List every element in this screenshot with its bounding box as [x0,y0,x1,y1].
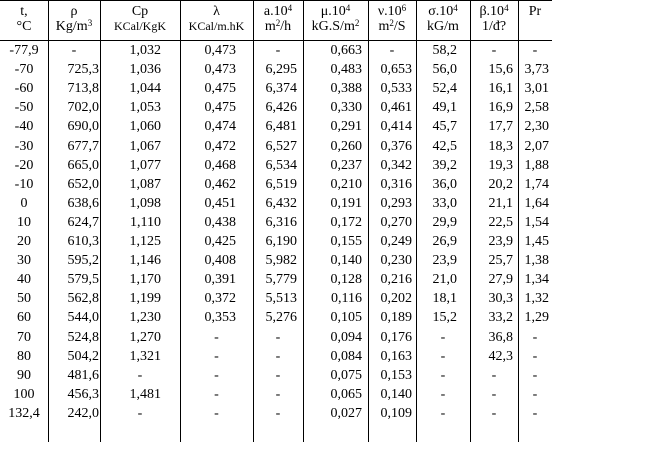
cell-temperature: -77,9 [9,43,39,58]
header-unit: kG.S/m [311,19,355,34]
header-expansion [470,4,518,34]
cell-temperature: 0 [20,195,28,211]
cell-prandtl: 2,07 [524,138,549,154]
cell-density: 456,3 [67,386,99,402]
cell-specific-heat: 1,270 [129,329,161,345]
cell-density: 579,5 [67,272,99,288]
header-temperature [0,4,48,34]
cell-kinematic-viscosity: 0,376 [380,138,412,154]
cell-prandtl: 1,88 [524,157,549,173]
cell-specific-heat: 1,230 [129,310,161,326]
header-unit-exponent: 2 [275,18,281,28]
column-divider [48,0,49,442]
cell-conductivity: 0,372 [204,291,236,307]
cell-density: 702,0 [67,100,99,116]
cell-conductivity: 0,462 [204,176,236,192]
cell-temperature: 60 [17,310,31,326]
cell-expansion: - [491,43,497,58]
cell-kinematic-viscosity: 0,163 [380,348,412,364]
header-divider [0,40,552,41]
cell-density: 610,3 [67,234,99,249]
cell-specific-heat: 1,098 [129,195,161,211]
cell-dynamic-viscosity: 0,191 [330,195,362,211]
cell-conductivity: 0,472 [204,138,236,154]
cell-dynamic-viscosity: 0,084 [330,348,362,364]
cell-dynamic-viscosity: 0,172 [330,214,362,230]
cell-conductivity: 0,438 [204,214,236,230]
cell-density: 544,0 [67,310,99,326]
cell-diffusivity: - [275,367,281,383]
header-unit: Kg/m [55,19,88,34]
cell-temperature: 132,4 [8,405,40,421]
cell-density: 524,8 [67,329,99,345]
cell-kinematic-viscosity: 0,230 [380,253,412,269]
cell-conductivity: 0,468 [204,157,236,173]
cell-expansion: 20,2 [488,176,513,192]
cell-diffusivity: 6,374 [265,81,297,97]
cell-kinematic-viscosity: 0,342 [380,157,412,173]
cell-specific-heat: 1,110 [130,214,161,230]
cell-specific-heat: 1,146 [129,253,161,269]
cell-dynamic-viscosity: 0,128 [330,272,362,288]
cell-prandtl: - [532,386,538,402]
cell-prandtl: 1,29 [524,310,549,326]
column-divider [470,0,471,442]
cell-specific-heat: 1,032 [129,43,161,58]
cell-expansion: 33,2 [488,310,513,326]
cell-prandtl: 2,30 [524,119,549,135]
cell-surface-tension: - [440,348,446,364]
cell-dynamic-viscosity: 0,260 [330,138,362,154]
cell-expansion: 36,8 [488,329,513,345]
cell-conductivity: - [214,367,219,383]
header-symbol: β.10 [479,4,505,19]
cell-diffusivity: 6,316 [265,214,297,230]
header-unit: 1/đ? [481,19,507,34]
cell-temperature: 40 [17,272,31,288]
cell-dynamic-viscosity: 0,027 [330,405,362,421]
cell-prandtl: 3,01 [524,81,549,97]
cell-specific-heat: - [137,367,143,383]
cell-kinematic-viscosity: 0,461 [380,100,412,116]
cell-temperature: 50 [17,291,31,307]
header-conductivity [180,4,253,34]
cell-dynamic-viscosity: 0,105 [330,310,362,326]
header-surface-tension [416,4,470,34]
cell-dynamic-viscosity: 0,075 [330,367,362,383]
cell-kinematic-viscosity: 0,414 [380,119,412,135]
cell-expansion: 25,7 [488,253,513,269]
header-unit: KCal/m.hK [188,19,245,33]
cell-surface-tension: 58,2 [432,43,457,58]
cell-temperature: 70 [17,329,31,345]
cell-diffusivity: - [275,329,281,345]
cell-expansion: 27,9 [488,272,513,288]
header-symbol: ρ [70,4,78,19]
cell-temperature: 80 [17,348,31,364]
cell-dynamic-viscosity: 0,210 [330,176,362,192]
cell-density: 595,2 [67,253,99,269]
header-symbol: Cp [131,4,149,19]
header-dynamic-viscosity [303,4,368,34]
cell-conductivity: 0,475 [204,100,236,116]
cell-density: 677,7 [67,138,99,154]
cell-temperature: 90 [17,367,31,383]
header-unit-exponent: 3 [87,18,93,28]
cell-expansion: 19,3 [488,157,513,173]
cell-conductivity: - [214,405,219,421]
header-exponent: 6 [401,3,407,13]
cell-temperature: -20 [14,157,34,173]
column-divider [180,0,181,442]
cell-kinematic-viscosity: 0,176 [380,329,412,345]
cell-diffusivity: 5,982 [265,253,297,269]
header-symbol: t, [20,4,28,19]
cell-temperature: -70 [14,62,34,78]
cell-diffusivity: 6,519 [265,176,297,192]
cell-dynamic-viscosity: 0,483 [330,62,362,78]
cell-expansion: 17,7 [488,119,513,135]
cell-diffusivity: - [275,348,281,364]
cell-density: 665,0 [67,157,99,173]
cell-diffusivity: 6,527 [265,138,297,154]
cell-diffusivity: 6,481 [265,119,297,135]
cell-kinematic-viscosity: 0,153 [380,367,412,383]
header-density [48,4,100,34]
cell-conductivity: 0,425 [204,234,236,249]
cell-dynamic-viscosity: 0,140 [330,253,362,269]
cell-expansion: 18,3 [488,138,513,154]
header-unit-suffix: /S [393,19,406,34]
cell-prandtl: 1,34 [524,272,549,288]
cell-temperature: 20 [17,234,31,249]
cell-temperature: -60 [14,81,34,97]
cell-specific-heat: 1,067 [129,138,161,154]
cell-kinematic-viscosity: 0,653 [380,62,412,78]
cell-specific-heat: 1,170 [129,272,161,288]
cell-expansion: 22,5 [488,214,513,230]
cell-dynamic-viscosity: 0,065 [330,386,362,402]
cell-conductivity: 0,474 [204,119,236,135]
header-unit: KCal/KgK [114,19,166,33]
cell-conductivity: 0,408 [204,253,236,269]
header-exponent: 4 [287,3,293,13]
cell-expansion: 15,6 [488,62,513,78]
cell-kinematic-viscosity: 0,249 [380,234,412,249]
cell-prandtl: 1,74 [524,176,549,192]
cell-temperature: -40 [14,119,34,135]
header-diffusivity [253,4,303,34]
column-divider [100,0,101,442]
cell-prandtl: 1,38 [524,253,549,269]
cell-diffusivity: 6,534 [265,157,297,173]
cell-specific-heat: - [137,405,143,421]
cell-dynamic-viscosity: 0,155 [330,234,362,249]
cell-surface-tension: 56,0 [432,62,457,78]
cell-prandtl: - [532,405,538,421]
cell-conductivity: - [214,329,219,345]
cell-dynamic-viscosity: 0,388 [330,81,362,97]
cell-diffusivity: 6,432 [265,195,297,211]
header-unit: kG/m [427,19,459,34]
cell-conductivity: 0,353 [204,310,236,326]
cell-density: 638,6 [67,195,99,211]
cell-specific-heat: 1,044 [129,81,161,97]
cell-kinematic-viscosity: 0,216 [380,272,412,288]
cell-surface-tension: 23,9 [432,253,457,269]
cell-prandtl: 3,73 [524,62,549,78]
cell-specific-heat: 1,060 [129,119,161,135]
cell-specific-heat: 1,125 [129,234,161,249]
cell-density: 562,8 [67,291,99,307]
cell-surface-tension: 45,7 [432,119,457,135]
cell-specific-heat: 1,087 [129,176,161,192]
cell-conductivity: 0,475 [204,81,236,97]
cell-expansion: 21,1 [488,195,513,211]
cell-prandtl: 1,64 [524,195,549,211]
cell-prandtl: - [532,329,538,345]
cell-specific-heat: 1,053 [129,100,161,116]
cell-diffusivity: 5,276 [265,310,297,326]
cell-specific-heat: 1,481 [129,386,161,402]
cell-diffusivity: 6,426 [265,100,297,116]
cell-prandtl: - [532,348,538,364]
cell-dynamic-viscosity: 0,330 [330,100,362,116]
header-unit-exponent: 2 [389,18,394,28]
cell-surface-tension: 36,0 [432,176,457,192]
cell-dynamic-viscosity: 0,237 [330,157,362,173]
header-symbol: λ [213,4,220,19]
cell-expansion: 16,1 [488,81,513,97]
cell-surface-tension: 26,9 [432,234,457,249]
header-kinematic-viscosity [368,4,416,34]
cell-surface-tension: - [440,367,446,383]
column-divider [303,0,304,442]
header-unit: m [264,19,276,34]
cell-kinematic-viscosity: 0,270 [380,214,412,230]
cell-prandtl: - [532,43,538,58]
cell-prandtl: 1,54 [524,214,549,230]
cell-surface-tension: - [440,329,446,345]
cell-surface-tension: 52,4 [432,81,457,97]
cell-kinematic-viscosity: 0,293 [380,195,412,211]
cell-density: 713,8 [67,81,99,97]
cell-density: 481,6 [67,367,99,383]
header-prandtl [518,4,552,19]
cell-surface-tension: 39,2 [432,157,457,173]
cell-conductivity: - [214,386,219,402]
cell-surface-tension: 15,2 [432,310,457,326]
column-divider [416,0,417,442]
cell-expansion: - [491,386,497,402]
cell-temperature: -50 [14,100,34,116]
header-unit-exponent: 2 [354,18,360,28]
cell-expansion: - [491,367,497,383]
header-unit: °C [16,19,32,34]
cell-diffusivity: 5,513 [265,291,297,307]
header-symbol: σ.10 [428,4,454,19]
cell-conductivity: 0,451 [204,195,236,211]
header-unit: m [378,19,390,34]
cell-density: 652,0 [67,176,99,192]
header-exponent: 4 [345,3,351,13]
cell-surface-tension: 18,1 [432,291,457,307]
cell-diffusivity: - [275,405,281,421]
cell-expansion: 16,9 [488,100,513,116]
cell-dynamic-viscosity: 0,094 [330,329,362,345]
cell-surface-tension: - [440,405,446,421]
cell-conductivity: - [214,348,219,364]
column-divider [518,0,519,442]
cell-prandtl: - [532,367,538,383]
header-symbol: μ.10 [320,4,346,19]
cell-kinematic-viscosity: 0,533 [380,81,412,97]
cell-density: 725,3 [67,62,99,78]
cell-kinematic-viscosity: 0,189 [380,310,412,326]
cell-expansion: 30,3 [488,291,513,307]
cell-diffusivity: 6,295 [265,62,297,78]
header-specific-heat [100,4,180,34]
cell-specific-heat: 1,321 [129,348,161,364]
cell-surface-tension: 33,0 [432,195,457,211]
header-exponent: 4 [453,3,458,13]
cell-kinematic-viscosity: 0,109 [380,405,412,421]
cell-density: 690,0 [67,119,99,135]
header-symbol: ν.10 [377,4,402,19]
cell-density: - [71,43,77,58]
cell-prandtl: 1,32 [524,291,549,307]
cell-dynamic-viscosity: 0,663 [330,43,362,58]
cell-expansion: 23,9 [488,234,513,249]
cell-expansion: - [491,405,497,421]
cell-kinematic-viscosity: - [389,43,395,58]
cell-specific-heat: 1,199 [129,291,161,307]
cell-density: 504,2 [67,348,99,364]
cell-diffusivity: - [275,43,281,58]
cell-diffusivity: 5,779 [265,272,297,288]
cell-prandtl: 1,45 [524,234,549,249]
cell-diffusivity: 6,190 [265,234,297,249]
header-symbol: Pr [528,4,542,19]
cell-dynamic-viscosity: 0,291 [330,119,362,135]
table-top-border [0,0,552,1]
column-divider [368,0,369,442]
cell-diffusivity: - [275,386,281,402]
cell-kinematic-viscosity: 0,140 [380,386,412,402]
cell-surface-tension: - [440,386,446,402]
cell-conductivity: 0,473 [204,43,236,58]
cell-specific-heat: 1,036 [129,62,161,78]
cell-specific-heat: 1,077 [129,157,161,173]
cell-conductivity: 0,473 [204,62,236,78]
cell-temperature: -30 [14,138,34,154]
cell-dynamic-viscosity: 0,116 [331,291,362,307]
cell-surface-tension: 21,0 [432,272,457,288]
cell-prandtl: 2,58 [524,100,549,116]
column-divider [253,0,254,442]
cell-surface-tension: 49,1 [432,100,457,116]
cell-density: 242,0 [67,405,99,421]
header-symbol: a.10 [263,4,288,19]
cell-surface-tension: 29,9 [432,214,457,230]
cell-kinematic-viscosity: 0,202 [380,291,412,307]
header-unit-suffix: /h [280,19,292,34]
cell-temperature: -10 [14,176,34,192]
cell-temperature: 100 [13,386,35,402]
cell-temperature: 30 [17,253,31,269]
cell-surface-tension: 42,5 [432,138,457,154]
cell-kinematic-viscosity: 0,316 [380,176,412,192]
cell-conductivity: 0,391 [204,272,236,288]
cell-expansion: 42,3 [488,348,513,364]
cell-temperature: 10 [17,214,31,230]
cell-density: 624,7 [67,214,99,230]
header-exponent: 4 [504,3,509,13]
